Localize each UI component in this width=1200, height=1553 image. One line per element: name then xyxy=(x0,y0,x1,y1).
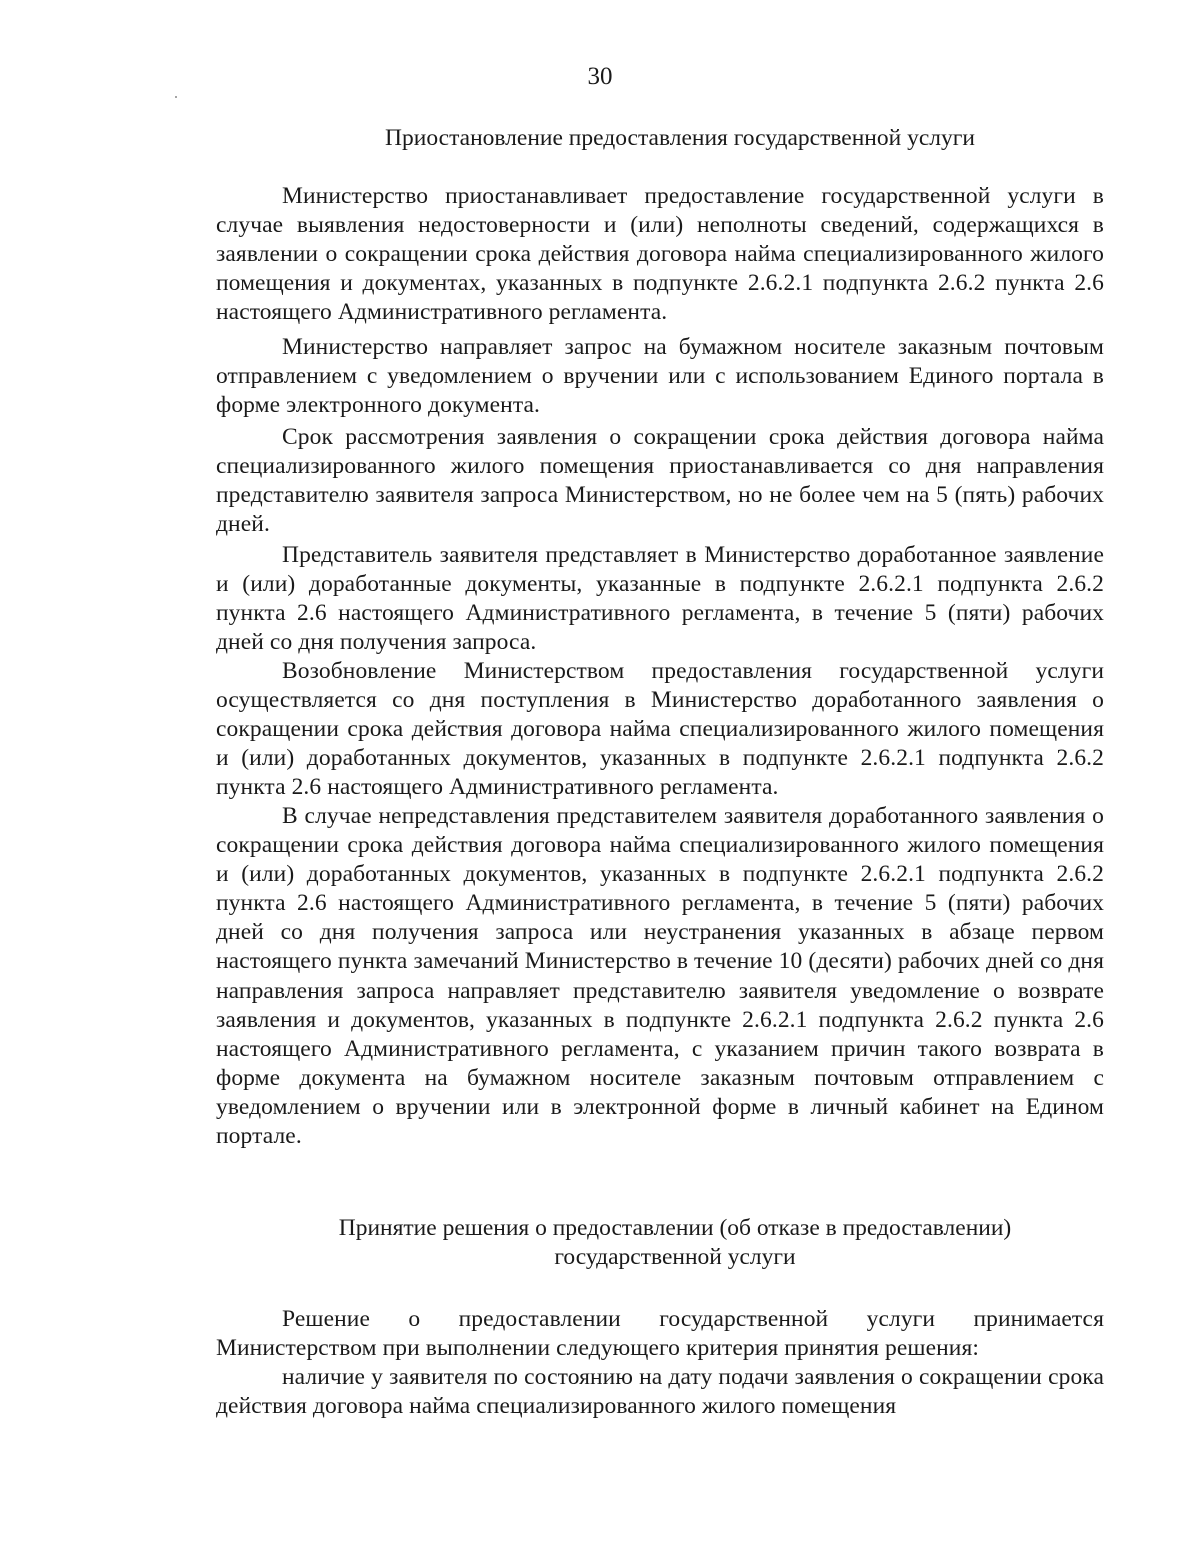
section-heading-suspension: Приостановление предоставления государственной услуги xyxy=(385,125,975,151)
section-heading-decision-line1: Принятие решения о предоставлении (об отказе в предоставлении) xyxy=(338,1215,1012,1241)
page-number: 30 xyxy=(587,63,613,90)
paragraph: наличие у заявителя по состоянию на дату подачи заявления о сокращении срока действия договора найма специализированного жилого помещения xyxy=(216,1364,1104,1420)
paragraph: Министерство направляет запрос на бумажном носителе заказным почтовым отправлением с уведомлением о вручении или с использованием Единого портала в форме электронного документа. xyxy=(216,334,1104,419)
paragraph: Представитель заявителя представляет в Министерство доработанное заявление и (или) доработанные документы, указанные в подпункте 2.6.2.1 подпункта 2.6.2 пункта 2.6 настоящего Административного регламента, в течение 5 (пяти) рабочих дней со дня получения запроса. xyxy=(216,542,1104,656)
paragraph: Министерство приостанавливает предоставление государственной услуги в случае выявления недостоверности и (или) неполноты сведений, содержащихся в заявлении о сокращении срока действия договора найма специализированного жилого помещения и документах, указанных в подпункте 2.6.2.1 подпункта 2.6.2 пункта 2.6 настоящего Административного регламента. xyxy=(216,183,1104,326)
scan-artifact-dot xyxy=(175,96,177,98)
paragraph: В случае непредставления представителем заявителя доработанного заявления о сокращении срока действия договора найма специализированного жилого помещения и (или) доработанных документов, указанных в подпункте 2.6.2.1 подпункта 2.6.2 пункта 2.6 настоящего Административного регламента, в течение 5 (пяти) рабочих дней со дня получения запроса или неустранения указанных в абзаце первом настоящего пункта замечаний Министерство в течение 10 (десяти) рабочих дней со дня направления запроса направляет представителю заявителя уведомление о возврате заявления и документов, указанных в подпункте 2.6.2.1 подпункта 2.6.2 пункта 2.6 настоящего Административного регламента, с указанием причин такого возврата в форме документа на бумажном носителе заказным почтовым отправлением с уведомлением о вручении или в электронной форме в личный кабинет на Едином портале. xyxy=(216,803,1104,1150)
paragraph: Решение о предоставлении государственной услуги принимается Министерством при выполнении следующего критерия принятия решения: xyxy=(216,1306,1104,1362)
paragraph: Срок рассмотрения заявления о сокращении срока действия договора найма специализированного жилого помещения приостанавливается со дня направления представителю заявителя запроса Министерством, но не более чем на 5 (пять) рабочих дней. xyxy=(216,424,1104,538)
section-heading-decision xyxy=(244,1214,1106,1272)
paragraph: Возобновление Министерством предоставления государственной услуги осуществляется со дня поступления в Министерство доработанного заявления о сокращении срока действия договора найма специализированного жилого помещения и (или) доработанных документов, указанных в подпункте 2.6.2.1 подпункта 2.6.2 пункта 2.6 настоящего Административного регламента. xyxy=(216,658,1104,801)
section-heading-decision-line2: государственной услуги xyxy=(554,1244,796,1270)
